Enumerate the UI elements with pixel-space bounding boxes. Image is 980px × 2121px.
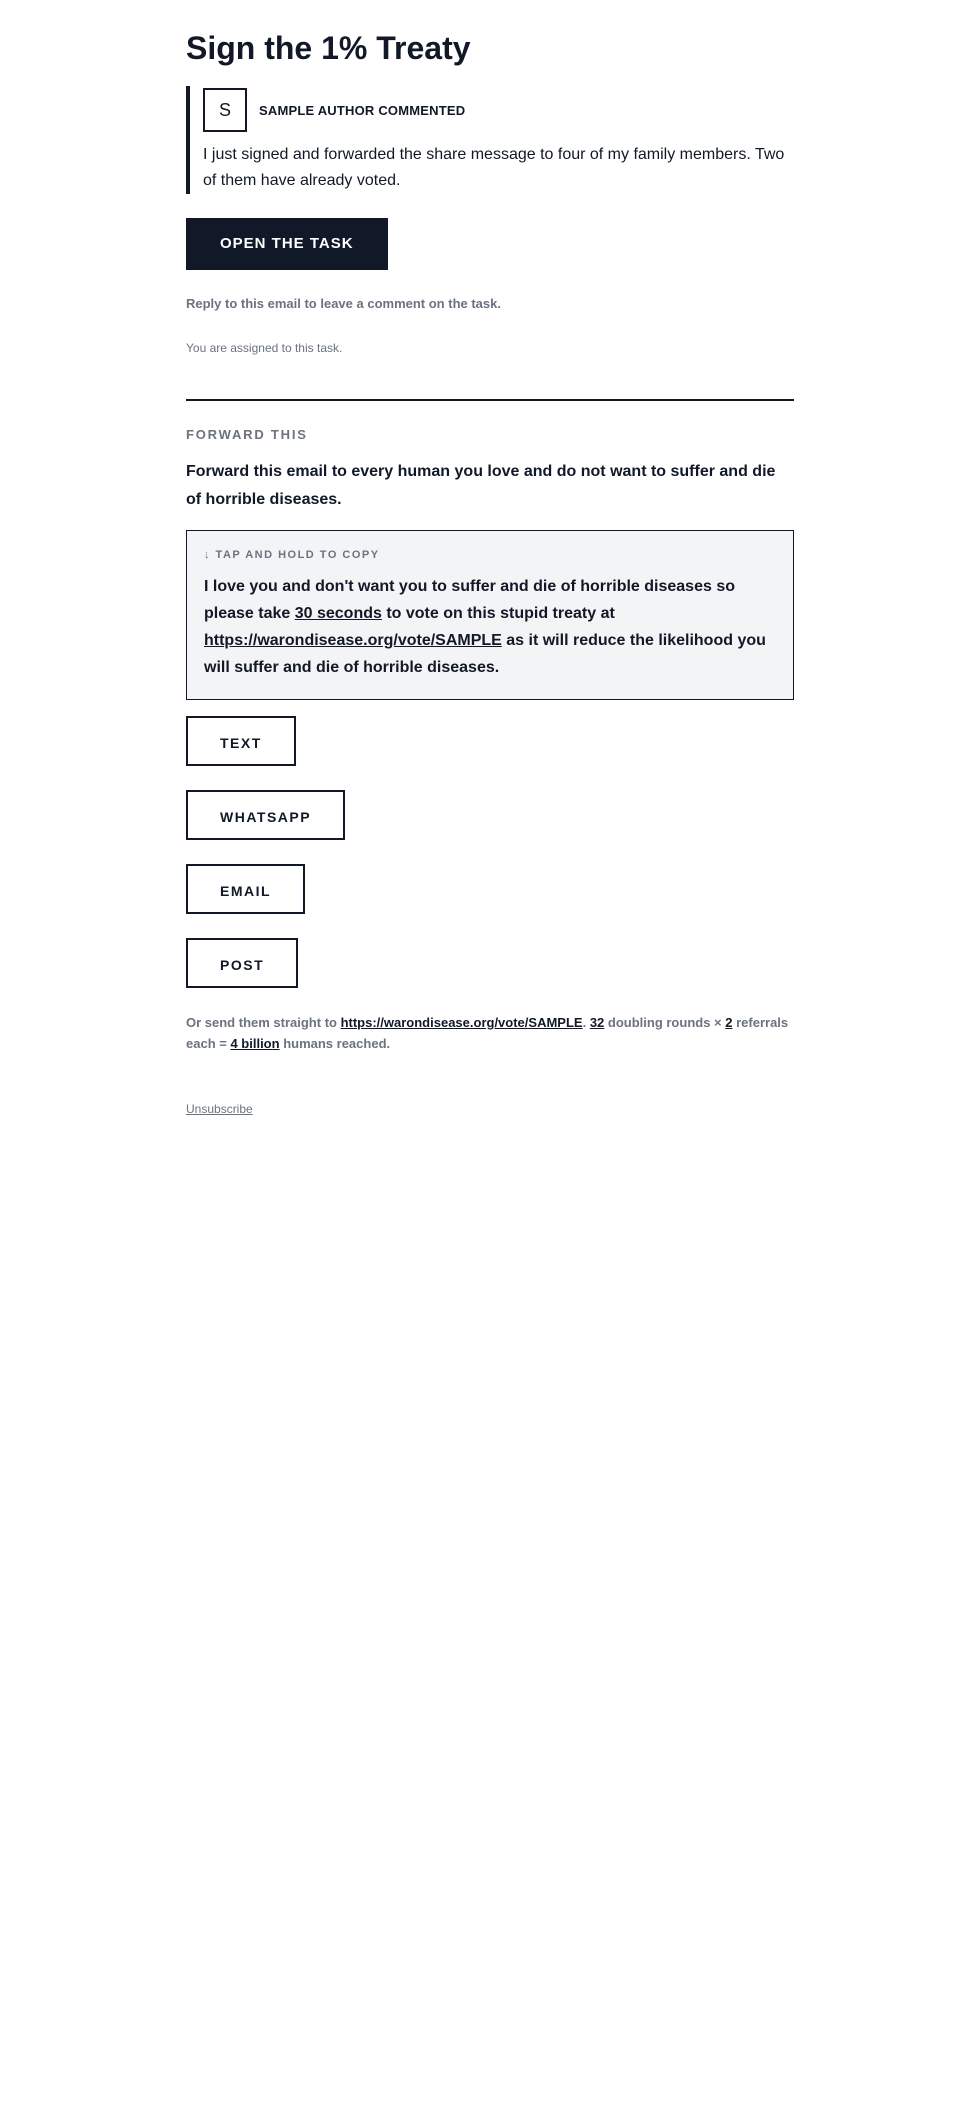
share-row-email bbox=[186, 840, 794, 914]
copy-message-box[interactable] bbox=[186, 530, 794, 700]
copy-message-part1: I love you and don't want you to suffer and die of horrible diseases so please take bbox=[204, 578, 735, 622]
copy-label: ↓ TAP AND HOLD TO COPY bbox=[204, 549, 380, 561]
divider bbox=[186, 399, 794, 401]
assigned-note: You are assigned to this task. bbox=[186, 341, 343, 355]
thirty-seconds-link[interactable]: 30 seconds bbox=[294, 605, 382, 622]
copy-message-part2: to vote on this stupid treaty at bbox=[381, 605, 615, 622]
comment-text: I just signed and forwarded the share message to four of my family members. Two of them have already voted. bbox=[203, 146, 785, 189]
open-task-button[interactable]: OPEN THE TASK bbox=[186, 218, 388, 270]
page-title: Sign the 1% Treaty bbox=[186, 30, 471, 66]
referrals-link[interactable]: 2 bbox=[725, 1015, 733, 1030]
footer-prefix: Or send them straight to bbox=[186, 1015, 341, 1030]
forward-instructions: Forward this email to every human you love and do not want to suffer and die of horrible diseases. bbox=[186, 463, 776, 508]
comment-author-label: SAMPLE AUTHOR COMMENTED bbox=[259, 102, 466, 118]
comment-author-row bbox=[203, 86, 794, 134]
unsubscribe-link[interactable]: Unsubscribe bbox=[186, 1102, 253, 1116]
reply-note: Reply to this email to leave a comment on the task. bbox=[186, 296, 501, 311]
avatar: S bbox=[203, 88, 247, 132]
footer-note bbox=[186, 1012, 794, 1054]
share-email-button[interactable]: EMAIL bbox=[186, 864, 305, 914]
referrals-text: referrals each = bbox=[186, 1015, 789, 1051]
copy-message-part3: as it will reduce the likelihood you will suffer and die of horrible diseases. bbox=[204, 632, 766, 676]
share-row-whatsapp bbox=[186, 766, 794, 840]
share-row-text bbox=[186, 700, 794, 766]
reached-text: humans reached. bbox=[279, 1036, 391, 1051]
footer-vote-link[interactable]: https://warondisease.org/vote/SAMPLE bbox=[340, 1015, 583, 1030]
share-text-button[interactable]: TEXT bbox=[186, 716, 296, 766]
share-whatsapp-button[interactable]: WHATSAPP bbox=[186, 790, 345, 840]
reached-link[interactable]: 4 billion bbox=[230, 1036, 280, 1051]
email-body bbox=[186, 0, 794, 1118]
footer-sep: . bbox=[582, 1015, 590, 1030]
vote-link[interactable]: https://warondisease.org/vote/SAMPLE bbox=[204, 632, 502, 649]
share-post-button[interactable]: POST bbox=[186, 938, 298, 988]
forward-section-label: FORWARD THIS bbox=[186, 427, 308, 442]
comment-block bbox=[186, 86, 794, 194]
copy-message[interactable] bbox=[204, 573, 776, 681]
rounds-text: doubling rounds × bbox=[604, 1015, 726, 1030]
share-row-post bbox=[186, 914, 794, 988]
rounds-link[interactable]: 32 bbox=[589, 1015, 605, 1030]
